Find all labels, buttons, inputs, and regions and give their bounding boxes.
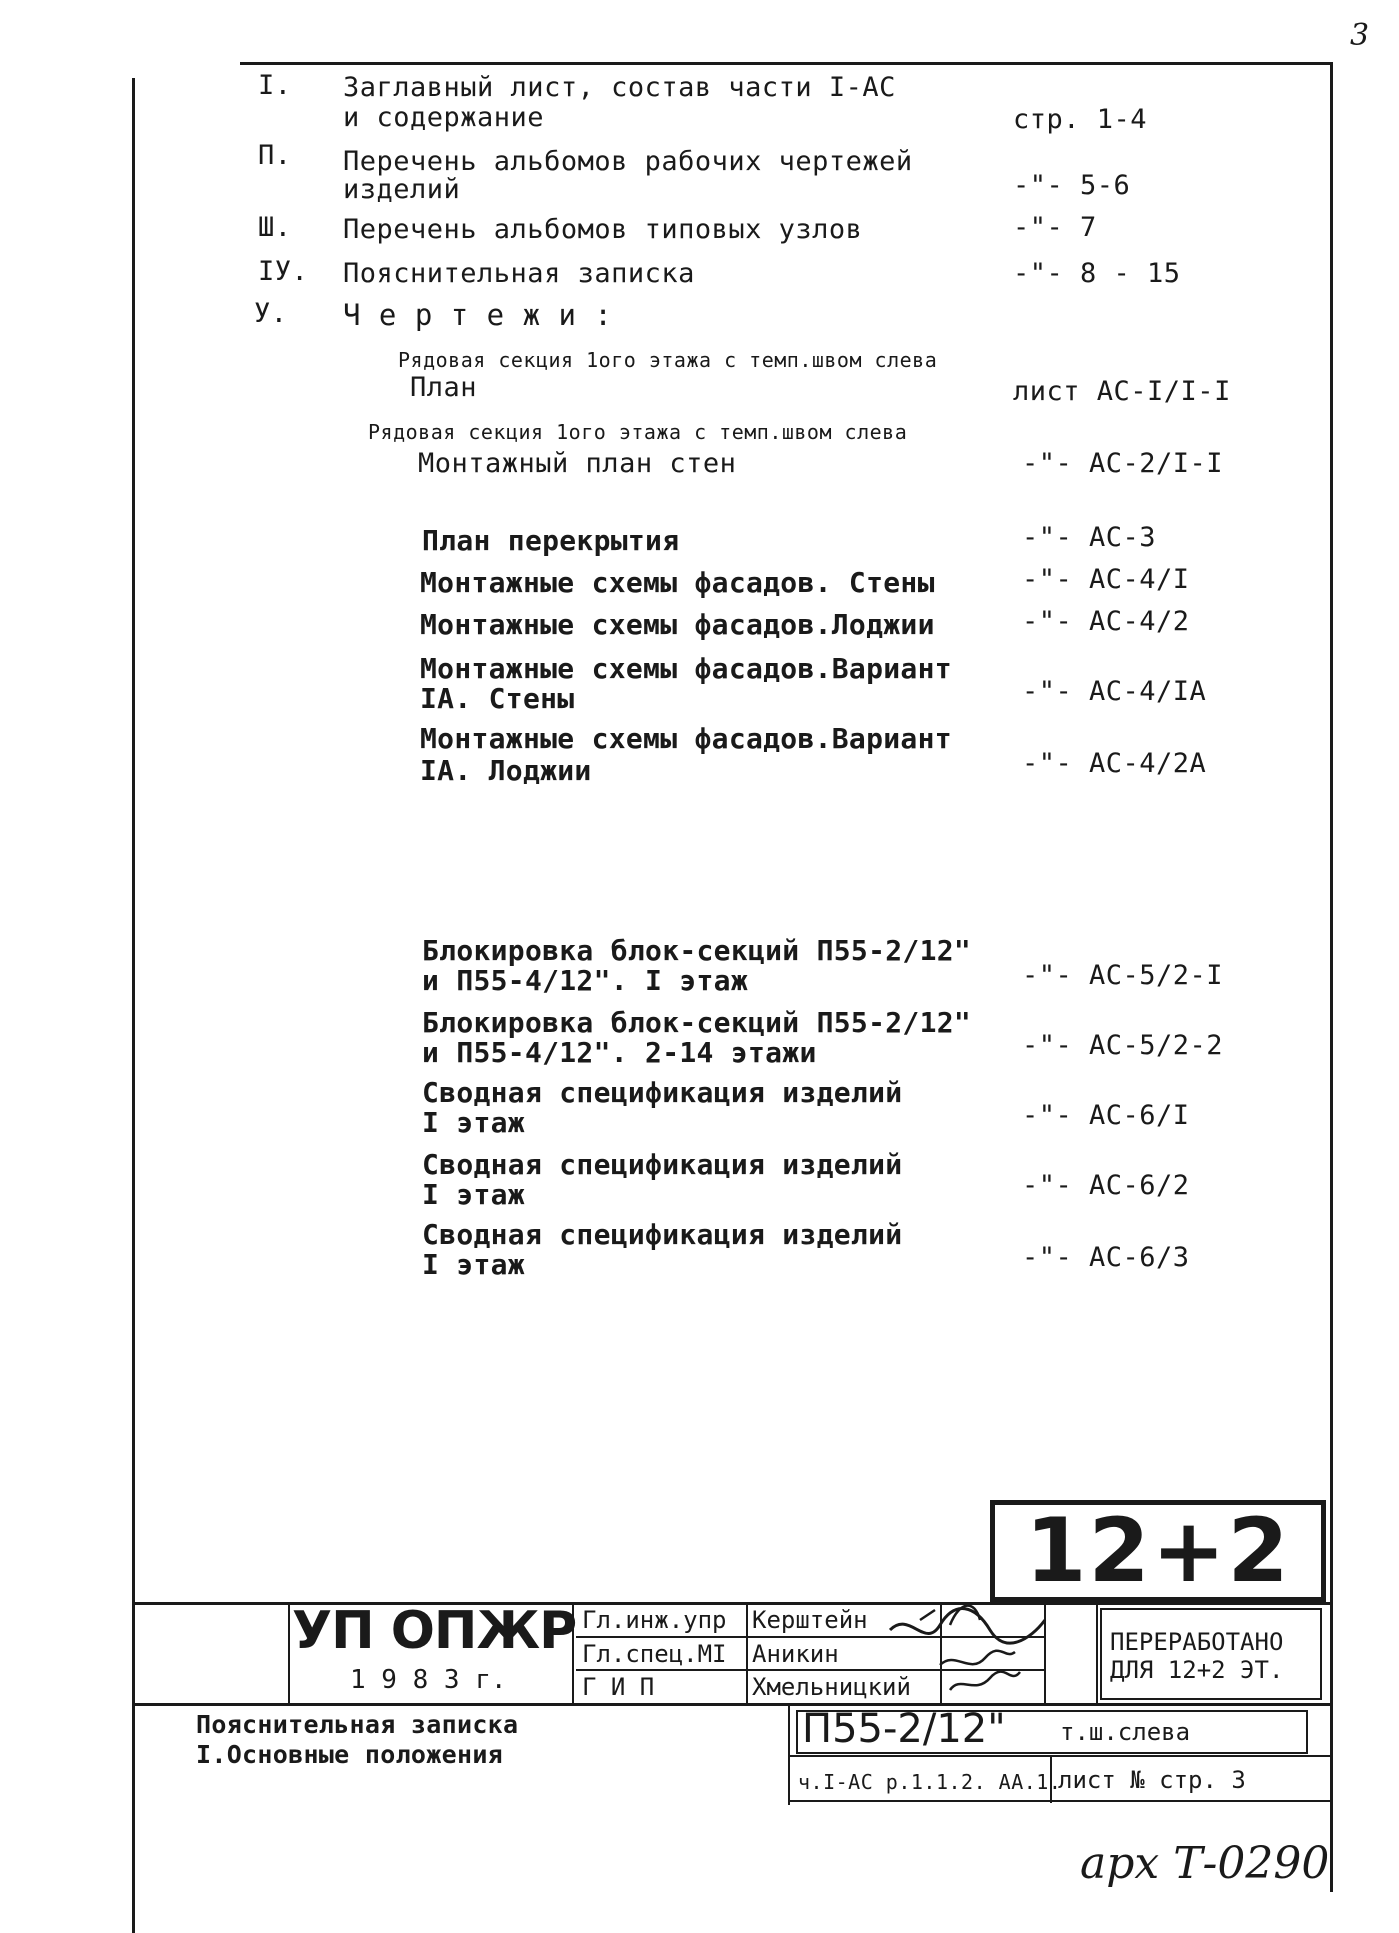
drawing-title: План перекрытия bbox=[422, 524, 680, 557]
name-kershtein: Керштейн bbox=[752, 1606, 868, 1634]
org-name: УП ОПЖР bbox=[292, 1601, 577, 1661]
drawing-title-cont: и П55-4/12". I этаж bbox=[422, 964, 748, 997]
drawing-title: Сводная спецификация изделий bbox=[422, 1148, 903, 1181]
item-num: П. bbox=[258, 140, 292, 171]
revision-note-line2: ДЛЯ 12+2 ЭТ. bbox=[1110, 1656, 1284, 1684]
item-title: Заглавный лист, состав части I-АС bbox=[343, 72, 896, 103]
item-title: Перечень альбомов типовых узлов bbox=[343, 214, 863, 245]
drawing-title: Блокировка блок-секций П55-2/12" bbox=[422, 1006, 972, 1039]
org-year: 1 9 8 3 г. bbox=[350, 1665, 507, 1695]
drawing-title: Сводная спецификация изделий bbox=[422, 1076, 903, 1109]
drawing-title: План bbox=[410, 372, 478, 403]
drawing-sheet: -"- АС-6/I bbox=[1022, 1100, 1190, 1131]
drawing-subheading: Рядовая секция 1ого этажа с темп.швом слева bbox=[368, 420, 908, 444]
sheet-label: лист № стр. 3 bbox=[1058, 1766, 1246, 1794]
drawing-title: Блокировка блок-секций П55-2/12" bbox=[422, 934, 972, 967]
drawing-title: Монтажные схемы фасадов.Лоджии bbox=[420, 608, 935, 641]
item-ref: стр. 1-4 bbox=[1013, 104, 1148, 135]
page-number: 3 bbox=[1350, 18, 1370, 53]
document-title-line1: Пояснительная записка bbox=[196, 1710, 519, 1739]
drawing-title: Монтажный план стен bbox=[418, 448, 737, 479]
item-num: У. bbox=[254, 298, 288, 329]
item-ref: -"- 8 - 15 bbox=[1013, 258, 1181, 289]
drawing-title: Монтажные схемы фасадов.Вариант bbox=[420, 722, 952, 755]
section-heading: Ч е р т е ж и : bbox=[343, 298, 613, 332]
project-code-box bbox=[796, 1706, 1308, 1754]
item-title-cont: и содержание bbox=[343, 102, 545, 133]
name-anikin: Аникин bbox=[752, 1640, 839, 1668]
drawing-title: Сводная спецификация изделий bbox=[422, 1218, 903, 1251]
drawing-title-cont: I этаж bbox=[422, 1106, 525, 1139]
item-num: I. bbox=[258, 70, 292, 101]
role-gip: Г И П bbox=[582, 1673, 655, 1701]
drawing-sheet: -"- АС-4/2А bbox=[1022, 748, 1207, 779]
drawing-sheet: -"- АС-6/3 bbox=[1022, 1242, 1190, 1273]
drawing-title-cont: и П55-4/12". 2-14 этажи bbox=[422, 1036, 817, 1069]
revision-note-line1: ПЕРЕРАБОТАНО bbox=[1110, 1628, 1284, 1656]
document-title-line2: I.Основные положения bbox=[196, 1740, 504, 1769]
item-ref: -"- 7 bbox=[1013, 212, 1097, 243]
role-chief-engineer: Гл.инж.упр bbox=[582, 1606, 727, 1634]
archive-mark: арх Т-0290 bbox=[1080, 1838, 1330, 1889]
item-title-cont: изделий bbox=[343, 174, 461, 205]
drawing-sheet: -"- АС-4/I bbox=[1022, 564, 1190, 595]
role-chief-specialist: Гл.спец.МI bbox=[582, 1640, 727, 1668]
series-logo bbox=[990, 1500, 1326, 1602]
drawing-title: Монтажные схемы фасадов. Стены bbox=[420, 566, 935, 599]
variant-label: т.ш.слева bbox=[1060, 1718, 1191, 1746]
name-khmelnitsky: Хмельницкий bbox=[752, 1673, 911, 1701]
frame-right bbox=[1330, 62, 1333, 1892]
frame-top bbox=[240, 62, 1330, 65]
frame-left bbox=[132, 78, 135, 1933]
drawing-subheading: Рядовая секция 1ого этажа с темп.швом слева bbox=[398, 348, 938, 372]
drawing-sheet: -"- АС-6/2 bbox=[1022, 1170, 1190, 1201]
series-logo-text: 12+2 bbox=[1025, 1499, 1291, 1602]
drawing-title-cont: IА. Стены bbox=[420, 682, 575, 715]
org-box bbox=[288, 1601, 577, 1703]
revision-note bbox=[1100, 1608, 1322, 1700]
drawing-sheet: лист АС-I/I-I bbox=[1013, 376, 1231, 407]
drawing-sheet: -"- АС-2/I-I bbox=[1022, 448, 1224, 479]
drawing-sheet: -"- АС-5/2-2 bbox=[1022, 1030, 1224, 1061]
item-title: Пояснительная записка bbox=[343, 258, 695, 289]
drawing-sheet: -"- АС-4/IА bbox=[1022, 676, 1207, 707]
drawing-title-cont: I этаж bbox=[422, 1248, 525, 1281]
item-title: Перечень альбомов рабочих чертежей bbox=[343, 146, 913, 177]
drawing-sheet: -"- АС-3 bbox=[1022, 522, 1157, 553]
drawing-title: Монтажные схемы фасадов.Вариант bbox=[420, 652, 952, 685]
project-code: П55-2/12" bbox=[802, 1706, 1006, 1752]
item-num: Ш. bbox=[258, 212, 292, 243]
part-reference: ч.I-АС р.1.1.2. АА.1. bbox=[798, 1770, 1062, 1794]
drawing-sheet: -"- АС-4/2 bbox=[1022, 606, 1190, 637]
item-num: IУ. bbox=[258, 256, 309, 287]
drawing-title-cont: IА. Лоджии bbox=[420, 754, 592, 787]
signatures-image bbox=[880, 1590, 1060, 1700]
item-ref: -"- 5-6 bbox=[1013, 170, 1131, 201]
drawing-sheet: -"- АС-5/2-I bbox=[1022, 960, 1224, 991]
drawing-title-cont: I этаж bbox=[422, 1178, 525, 1211]
